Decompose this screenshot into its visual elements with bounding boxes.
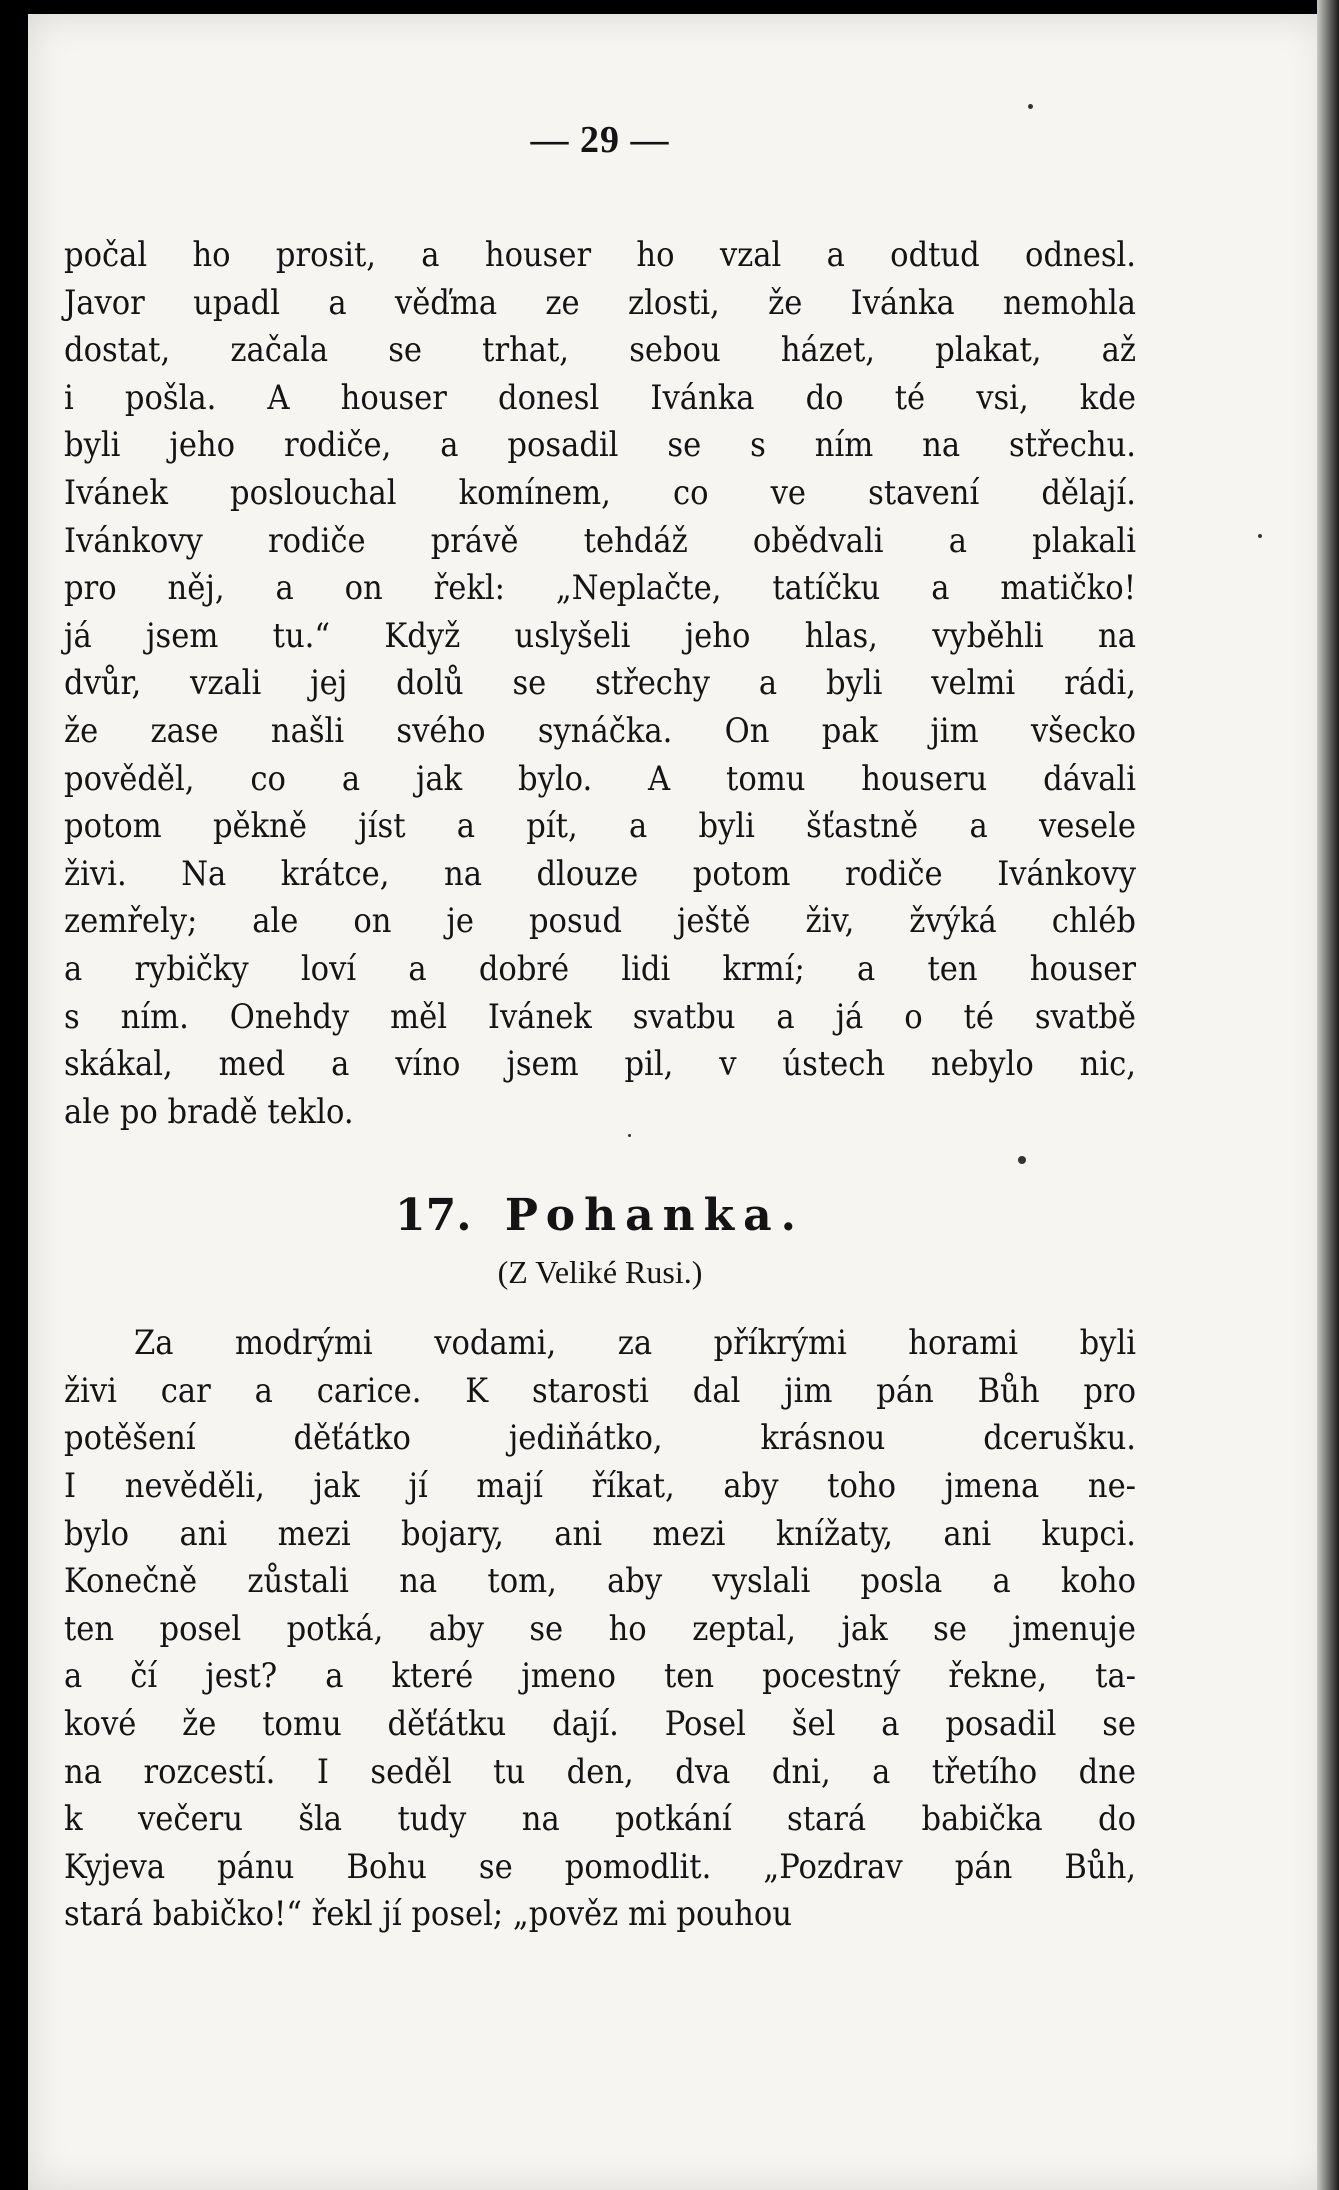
text-line: že zase našli svého synáčka. On pak jim všecko (64, 710, 1136, 751)
chapter-title: Pohanka. (504, 1190, 805, 1242)
text-line: dostat, začala se trhat, sebou házet, plakat, až (64, 330, 1136, 371)
ink-speck (1028, 104, 1033, 109)
page-number: — 29 — (530, 119, 670, 161)
text-line: kové že tomu děťátku dají. Posel šel a posadil se (64, 1704, 1136, 1745)
text-line: na rozcestí. I seděl tu den, dva dni, a třetího dne (64, 1751, 1136, 1792)
chapter-heading (64, 1186, 1136, 1246)
text-line: i pošla. A houser donesl Ivánka do té vsi, kde (64, 377, 1136, 418)
text-line: Konečně zůstali na tom, aby vyslali posla a koho (64, 1561, 1136, 1602)
text-line: pověděl, co a jak bylo. A tomu houseru dávali (64, 758, 1136, 799)
text-line: k večeru šla tudy na potkání stará babička do (64, 1799, 1136, 1840)
text-line: ale po bradě teklo. (64, 1091, 354, 1132)
text-line: živi car a carice. K starosti dal jim pán Bůh pro (64, 1370, 1136, 1411)
text-line: živi. Na krátce, na dlouze potom rodiče Ivánkovy (64, 853, 1136, 894)
text-line: bylo ani mezi bojary, ani mezi knížaty, ani kupci. (64, 1513, 1136, 1554)
text-line: potěšení děťátko jediňátko, krásnou dcerušku. (64, 1418, 1136, 1459)
text-line: skákal, med a víno jsem pil, v ústech nebylo nic, (64, 1044, 1136, 1085)
page-edge-shadow (1317, 0, 1339, 2190)
text-line: pro něj, a on řekl: „Neplačte, tatíčku a matičko! (64, 568, 1136, 609)
book-page (64, 118, 1136, 1939)
text-line: já jsem tu.“ Když uslyšeli jeho hlas, vyběhli na (64, 615, 1136, 656)
text-line: a rybičky loví a dobré lidi krmí; a ten houser (64, 948, 1136, 989)
text-line: I nevěděli, jak jí mají říkat, aby toho jmena ne- (64, 1466, 1136, 1507)
text-line: s ním. Onehdy měl Ivánek svatbu a já o té svatbě (64, 996, 1136, 1037)
text-line: stará babičko!“ řekl jí posel; „pověz mi pouhou (64, 1894, 792, 1935)
text-line: Ivánkovy rodiče právě tehdáž obědvali a plakali (64, 520, 1136, 561)
ink-speck (1258, 534, 1262, 538)
chapter-number: 17. (395, 1190, 472, 1242)
text-line: byli jeho rodiče, a posadil se s ním na střechu. (64, 425, 1136, 466)
text-line: zemřely; ale on je posud ještě živ, žvýká chléb (64, 901, 1136, 942)
text-line: potom pěkně jíst a pít, a byli šťastně a vesele (64, 806, 1136, 847)
text-line: dvůr, vzali jej dolů se střechy a byli velmi rádi, (64, 663, 1136, 704)
text-line: počal ho prosit, a houser ho vzal a odtud odnesl. (64, 235, 1136, 275)
text-line: Kyjeva pánu Bohu se pomodlit. „Pozdrav pán Bůh, (64, 1846, 1136, 1887)
text-line: Ivánek poslouchal komínem, co ve stavení dělají. (64, 472, 1136, 513)
chapter-subtitle: (Z Veliké Rusi.) (497, 1254, 703, 1291)
text-line: a čí jest? a které jmeno ten pocestný řekne, ta- (64, 1656, 1136, 1697)
text-line: ten posel potká, aby se ho zeptal, jak se jmenuje (64, 1608, 1136, 1649)
text-line: Za modrými vodami, za příkrými horami byli (134, 1323, 1136, 1364)
paragraph-continuation (64, 232, 1136, 1136)
text-line: Javor upadl a věďma ze zlosti, že Ivánka nemohla (64, 282, 1136, 323)
paragraph-chapter-opening (64, 1320, 1136, 1939)
